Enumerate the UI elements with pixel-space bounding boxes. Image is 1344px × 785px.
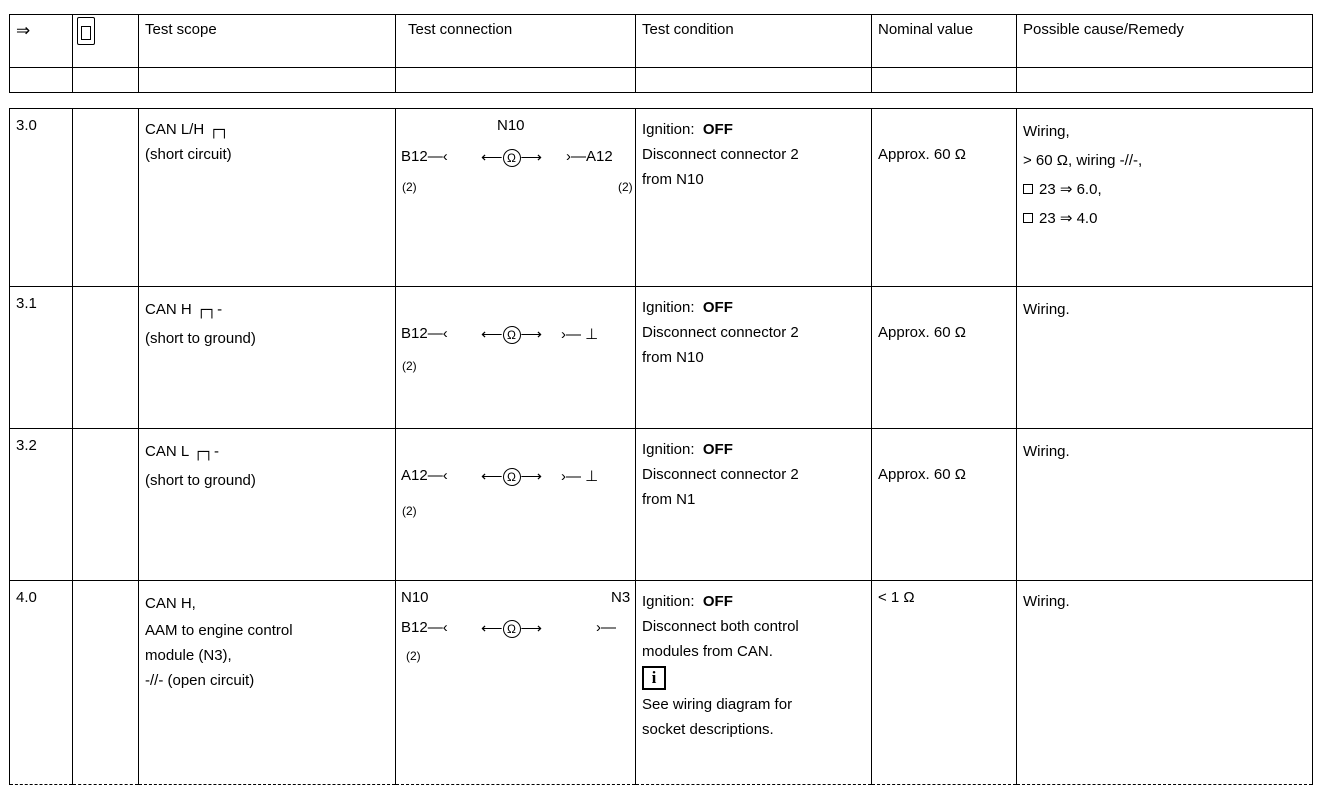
remedy-cell: [1017, 429, 1313, 581]
header-arrow-cell: [10, 15, 73, 68]
remedy-line: Wiring,: [1023, 123, 1070, 140]
step-number: 3.1: [10, 287, 73, 429]
scope-line: (short circuit): [145, 146, 232, 163]
empty-cell: [73, 287, 139, 429]
book-reference-icon: [1023, 213, 1033, 223]
remedy-line: Wiring.: [1023, 301, 1070, 318]
header-nominal-value: Nominal value: [872, 15, 1017, 68]
connector-label: N10: [401, 589, 429, 606]
test-scope-cell: [139, 429, 396, 581]
condition-line: from N1: [642, 491, 696, 508]
condition-line: modules from CAN.: [642, 643, 773, 660]
header-manual-cell: [73, 15, 139, 68]
nominal-value: < 1 Ω: [878, 589, 915, 606]
condition-line: from N10: [642, 349, 704, 366]
nominal-value-cell: [872, 581, 1017, 785]
scope-line: CAN H,: [145, 595, 196, 612]
connector-left: B12—‹: [401, 619, 448, 636]
condition-line: Disconnect connector 2: [642, 146, 799, 163]
empty-cell: [396, 68, 636, 93]
connector-left-sub: (2): [402, 504, 417, 518]
remedy-cell: [1017, 287, 1313, 429]
arrow-icon: ⇒: [16, 21, 31, 40]
connector-left-sub: (2): [402, 180, 417, 194]
table-row: [10, 287, 1313, 429]
remedy-cell: [1017, 581, 1313, 785]
connector-label: N10: [497, 117, 525, 134]
info-icon[interactable]: i: [642, 666, 666, 690]
scope-line: CAN L ┌┐-: [145, 443, 220, 460]
nominal-value-cell: [872, 109, 1017, 287]
connector-left: A12—‹: [401, 467, 448, 484]
scope-line: CAN H ┌┐-: [145, 301, 223, 318]
connector-left-sub: (2): [402, 359, 417, 373]
ohmmeter-icon: ⟵ Ω ⟶: [481, 620, 543, 637]
connector-right-sub: (2): [618, 180, 633, 194]
nominal-value-cell: [872, 287, 1017, 429]
condition-line: Disconnect connector 2: [642, 466, 799, 483]
scope-line: (short to ground): [145, 472, 256, 489]
condition-note: socket descriptions.: [642, 721, 774, 738]
empty-cell: [139, 68, 396, 93]
remedy-line: Wiring.: [1023, 443, 1070, 460]
nominal-value: Approx. 60 Ω: [878, 146, 966, 163]
scope-line: AAM to engine control: [145, 622, 293, 639]
connector-right: ›—A12: [566, 148, 613, 165]
condition-ignition: Ignition: OFF: [642, 593, 733, 610]
empty-cell: [10, 68, 73, 93]
condition-note: See wiring diagram for: [642, 696, 793, 713]
empty-cell: [73, 109, 139, 287]
nominal-value: Approx. 60 Ω: [878, 466, 966, 483]
empty-cell: [1017, 68, 1313, 93]
ohmmeter-icon: ⟵ Ω ⟶: [481, 149, 543, 166]
header-test-connection: Test connection: [396, 15, 636, 68]
condition-line: from N10: [642, 171, 704, 188]
condition-ignition: Ignition: OFF: [642, 441, 733, 458]
scope-line: (short to ground): [145, 330, 256, 347]
header-test-condition: Test condition: [636, 15, 872, 68]
test-scope-cell: [139, 581, 396, 785]
table-row: [10, 429, 1313, 581]
test-connection-cell: [396, 581, 636, 785]
book-reference-icon: [1023, 184, 1033, 194]
step-number: 4.0: [10, 581, 73, 785]
test-condition-cell: [636, 287, 872, 429]
condition-line: Disconnect both control: [642, 618, 799, 635]
empty-cell: [73, 581, 139, 785]
condition-ignition: Ignition: OFF: [642, 121, 733, 138]
header-table: [9, 14, 1313, 93]
connector-left: B12—‹: [401, 325, 448, 342]
test-connection-cell: [396, 429, 636, 581]
test-scope-cell: [139, 287, 396, 429]
nominal-value-cell: [872, 429, 1017, 581]
empty-cell: [73, 68, 139, 93]
condition-line: Disconnect connector 2: [642, 324, 799, 341]
step-number: 3.2: [10, 429, 73, 581]
remedy-link[interactable]: 23 ⇒ 6.0,: [1023, 175, 1312, 204]
condition-ignition: Ignition: OFF: [642, 299, 733, 316]
remedy-cell: [1017, 109, 1313, 287]
test-condition-cell: [636, 581, 872, 785]
remedy-line: > 60 Ω, wiring -//-,: [1023, 152, 1143, 169]
remedy-line: Wiring.: [1023, 593, 1070, 610]
step-number: 3.0: [10, 109, 73, 287]
manual-icon: [77, 17, 95, 45]
header-possible-cause: Possible cause/Remedy: [1017, 15, 1313, 68]
table-row: [10, 581, 1313, 785]
empty-cell: [636, 68, 872, 93]
ground-connector: ›— ⊥: [561, 468, 599, 485]
test-connection-cell: [396, 109, 636, 287]
connector-left-sub: (2): [406, 649, 421, 663]
empty-cell: [872, 68, 1017, 93]
ohmmeter-icon: ⟵ Ω ⟶: [481, 326, 543, 343]
connector-left: B12—‹: [401, 148, 448, 165]
test-scope-cell: [139, 109, 396, 287]
scope-line: module (N3),: [145, 647, 232, 664]
connector-label: N3: [611, 589, 631, 606]
scope-line: -//- (open circuit): [145, 672, 255, 689]
nominal-value: Approx. 60 Ω: [878, 324, 966, 341]
test-condition-cell: [636, 109, 872, 287]
test-table: [9, 108, 1313, 785]
connector-right: ›—: [596, 619, 616, 636]
remedy-link[interactable]: 23 ⇒ 4.0: [1023, 204, 1312, 233]
scope-line: CAN L/H ┌┐: [145, 121, 230, 138]
header-test-scope: Test scope: [139, 15, 396, 68]
empty-cell: [73, 429, 139, 581]
table-row: [10, 109, 1313, 287]
test-connection-cell: [396, 287, 636, 429]
ohmmeter-icon: ⟵ Ω ⟶: [481, 468, 543, 485]
ground-connector: ›— ⊥: [561, 326, 599, 343]
test-condition-cell: [636, 429, 872, 581]
